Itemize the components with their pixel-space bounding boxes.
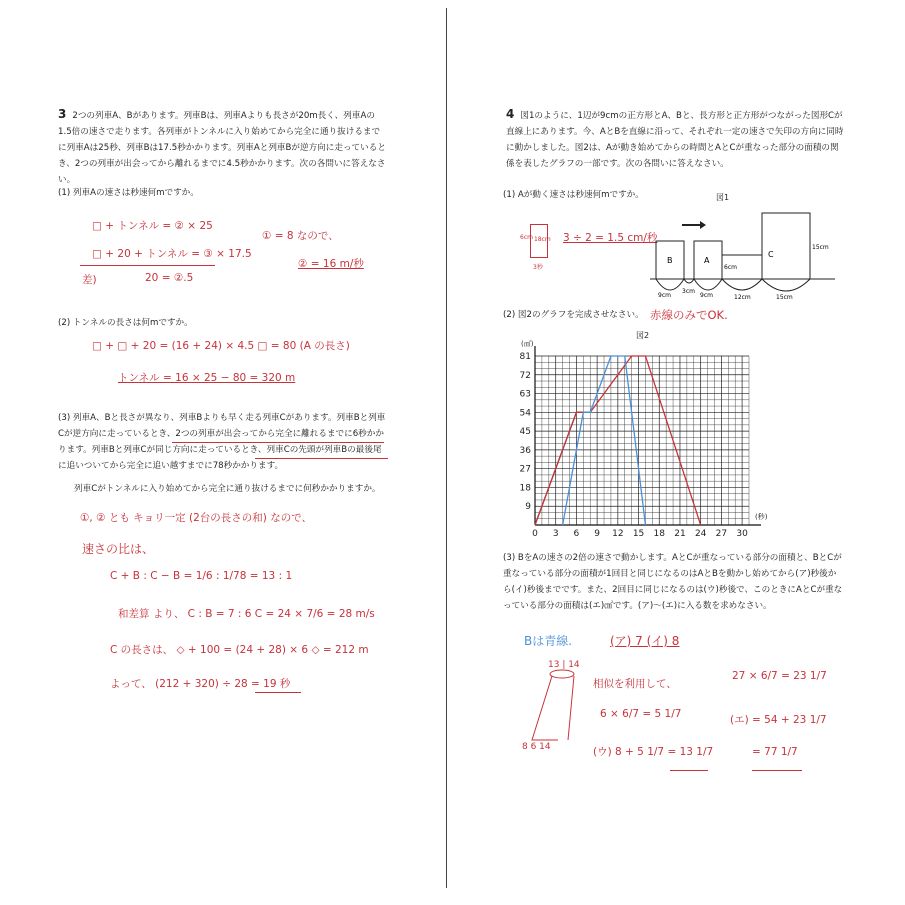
tri-top-label: 13 | 14: [548, 660, 580, 670]
x-tick-label: 6: [573, 529, 580, 538]
fig1-label-a: A: [704, 256, 710, 265]
x-tick-label: 15: [632, 529, 645, 538]
q3-a2-line1: □ + □ + 20 = (16 + 24) × 4.5 □ = 80 (A の長さ): [92, 340, 350, 352]
fig1-arc-gap: [684, 279, 694, 283]
x-tick-label: 0: [532, 529, 538, 538]
q3-a1-line1: □ + トンネル = ② × 25: [92, 220, 213, 232]
fig1-label-c: C: [768, 250, 774, 259]
fig1-arc-c2: [762, 279, 810, 291]
fig2-title: 図2: [636, 331, 650, 340]
q3-a1-answer: ② = 16 m/秒: [298, 258, 364, 270]
x-tick-label: 12: [612, 529, 624, 538]
q4-a3-ai: (ア) 7 (イ) 8: [610, 634, 680, 648]
x-tick-label: 18: [653, 529, 665, 538]
q3-sub3-underline1: [172, 442, 384, 443]
tri-top-ellipse: [550, 670, 574, 678]
q4-sub3-text: BをAの速さの2倍の速さで動かします。AとCが重なっている部分の面積と、BとCが重なっている部分の面積が1回目と同じになるのはAとBを動かし始めてから(ア)秒後から(イ)秒後までです。また、2回目に同じになるのは(ウ)秒後で、このときにAとCが重なっている部分の面積は(エ)㎠です。(ア)〜(エ)に入る数を求めなさい。: [503, 553, 843, 611]
y-tick-label: 9: [525, 502, 531, 513]
fig1-title: 図1: [716, 193, 730, 202]
q4-a2-answer: 赤線のみでOK.: [650, 308, 728, 322]
y-tick-label: 18: [519, 483, 531, 494]
x-tick-label: 27: [715, 529, 728, 538]
y-tick-label: 63: [519, 389, 531, 400]
fig1-dim-12: 12cm: [734, 294, 751, 301]
x-tick-label: 24: [694, 529, 707, 538]
q4-sub3: [503, 550, 843, 614]
y-tick-label: 54: [519, 408, 531, 419]
q3-sub3-question: 列車Cがトンネルに入り始めてから完全に通り抜けるまでに何秒かかりますか。: [74, 484, 381, 494]
q4-a3-u: (ウ) 8 + 5 1/7 = 13 1/7: [593, 746, 714, 758]
y-tick-label: 72: [519, 370, 531, 381]
q3-a1-line2: □ + 20 + トンネル = ③ × 17.5: [92, 248, 252, 260]
q4-a3-r1: 27 × 6/7 = 23 1/7: [732, 670, 827, 682]
q3-number: 3: [58, 107, 67, 121]
q3-a1-rule: [80, 265, 215, 266]
q3-a3-line2: 速さの比は、: [82, 542, 155, 556]
q4-sub2: (2) 図2のグラフを完成させなさい。: [503, 310, 644, 320]
q3-sub2: (2) トンネルの長さは何mですか。: [58, 318, 193, 328]
q4-a1-box-w: 18cm: [534, 236, 551, 243]
q3-sub1: (1) 列車Aの速さは秒速何mですか。: [58, 188, 199, 198]
q4-sub3-label: (3): [503, 553, 516, 563]
x-tick-label: 21: [674, 529, 686, 538]
y-tick-label: 81: [519, 352, 531, 362]
fig1-arc-b: [656, 279, 684, 290]
q3-a3-line4: 和差算 より、 C : B = 7 : 6 C = 24 × 7/6 = 28 m/s: [118, 608, 375, 620]
q3-body: 2つの列車A、Bがあります。列車Bは、列車Aよりも長さが20m長く、列車Aの1.5倍の速さで走ります。各列車がトンネルに入り始めてから完全に通り抜けるまでに列車Aは25秒、列車Bは17.5秒かかります。列車Aと列車Bが逆方向に走っているとき、2つの列車が出会ってから離れるまでに4.5秒かかります。次の各問いに答えなさい。: [58, 111, 386, 185]
fig1-square-c: [762, 213, 810, 279]
tri-right: [568, 676, 574, 740]
q3-a3-line3: C + B : C − B = 1/6 : 1/78 = 13 : 1: [110, 570, 293, 582]
q4-sub1: (1) Aが動く速さは秒速何mですか。: [503, 190, 644, 200]
x-tick-label: 9: [594, 529, 600, 538]
x-axis-label: (秒): [755, 513, 768, 521]
q4-body: 図1のように、1辺が9cmの正方形とA、Bと、長方形と正方形がつながった図形Cが直線上にあります。今、AとBを直線に沿って、それぞれ一定の速さで矢印の方向に同時に動かしました。図2は、Aが動き始めてからの時間とAとCが重なった部分の面積の関係を表したグラフの一部です。次の各問いに答えなさい。: [506, 111, 844, 169]
q3-sub3-text: 列車A、Bと長さが異なり、列車Bよりも早く走る列車Cがあります。列車Bと列車Cが逆方向に走っているとき、2つの列車が出会ってから完全に離れるまでに6秒かかります。列車Bと列車Cが同じ方向に走っているとき、列車Cの先頭が列車Bの最後尾に追いついてから完全に追い越すまでに78秒かかります。: [58, 413, 386, 471]
q3-a1-diff: 20 = ②.5: [145, 272, 194, 284]
page-divider: [446, 8, 447, 888]
q4-a3-u-underline: [670, 770, 708, 771]
q3-sub3-label: (3): [58, 413, 71, 423]
q4-a3-e-underline: [752, 770, 802, 771]
figure-1: [650, 205, 840, 305]
figure-2-chart: [505, 338, 770, 538]
q4-a3-calc1: 6 × 6/7 = 5 1/7: [600, 708, 682, 720]
y-axis-label: (㎠): [521, 340, 534, 348]
q4-a1-answer: 3 ÷ 2 = 1.5 cm/秒: [563, 232, 658, 244]
q4-a1-box-t: 3秒: [533, 264, 543, 271]
fig1-arrow-head: [700, 221, 706, 229]
fig1-dim-6: 6cm: [724, 264, 737, 271]
fig1-dim-15v: 15cm: [812, 244, 829, 251]
q4-a3-blue-note: Bは青線.: [524, 634, 573, 648]
q4-a3-e2: = 77 1/7: [752, 746, 798, 758]
q3-a2-answer: トンネル = 16 × 25 − 80 = 320 m: [118, 372, 296, 384]
fig1-dim-15: 15cm: [776, 294, 793, 301]
fig1-dim-3: 3cm: [682, 288, 695, 295]
q3-text: [58, 106, 388, 188]
fig1-arc-c1: [722, 279, 762, 290]
q3-a3-line5: C の長さは、 ◇ + 100 = (24 + 28) × 6 ◇ = 212 m: [110, 644, 369, 656]
fig1-label-b: B: [667, 256, 673, 265]
y-tick-label: 45: [519, 427, 531, 438]
fig1-dim-9a: 9cm: [658, 292, 671, 299]
q3-sub3-underline2: [255, 458, 388, 459]
y-tick-label: 27: [519, 464, 531, 475]
x-tick-label: 3: [552, 529, 559, 538]
q4-text: [506, 106, 846, 172]
q4-a3-sim: 相似を利用して、: [593, 678, 677, 690]
fig1-arc-a: [694, 279, 722, 290]
tri-bottom-label: 8 6 14: [522, 742, 551, 752]
q3-a1-diff-label: 差): [82, 274, 97, 286]
q3-a3-line1: ①, ② とも キョリ一定 (2台の長さの和) なので、: [80, 512, 313, 524]
tri-left: [532, 676, 558, 740]
y-tick-label: 36: [519, 445, 531, 456]
q4-a3-e: (エ) = 54 + 23 1/7: [730, 714, 827, 726]
q4-a1-box-h: 6cm: [520, 234, 533, 241]
q4-number: 4: [506, 107, 515, 121]
x-tick-label: 30: [736, 529, 748, 538]
q3-a1-note1: ① = 8 なので、: [262, 230, 339, 242]
fig1-dim-9b: 9cm: [700, 292, 713, 299]
q3-a3-line6: よって、 (212 + 320) ÷ 28 = 19 秒: [110, 678, 291, 690]
q3-a3-answer-underline: [255, 692, 301, 693]
